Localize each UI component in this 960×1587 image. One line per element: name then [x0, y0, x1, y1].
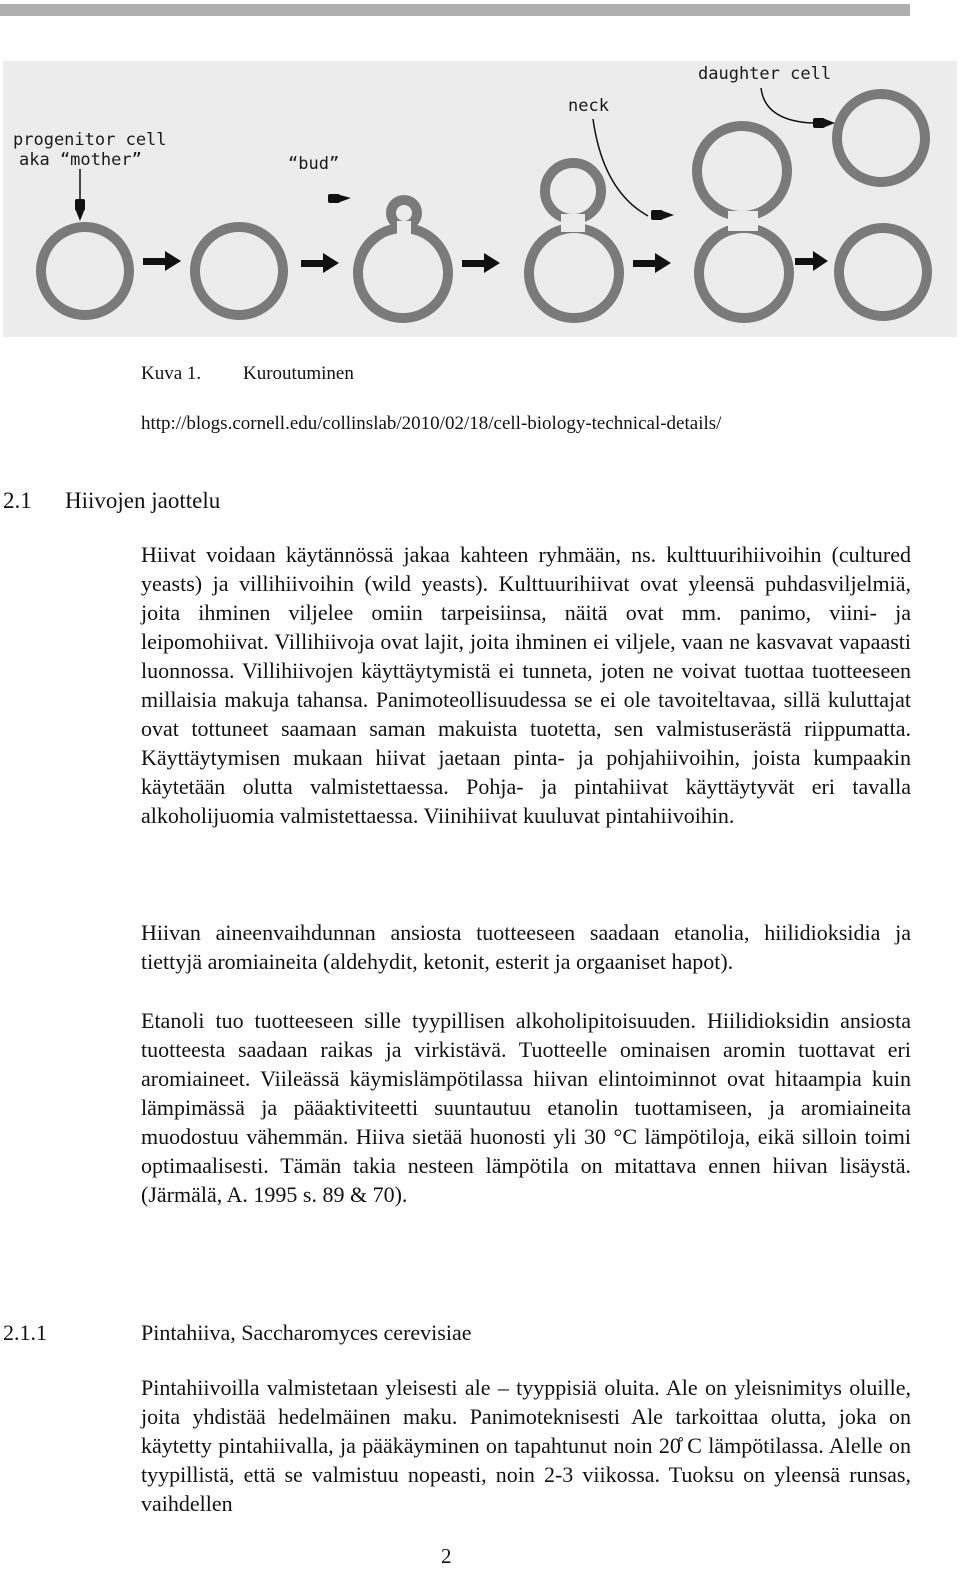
budding-figure: [3, 61, 957, 337]
paragraph-top-fermenting-yeast: Pintahiivoilla valmistetaan yleisesti ale – tyyppisiä oluita. Ale on yleisnimitys oluille, joita yhdistää hedelmäinen maku. Panimoteknisesti Ale tarkoittaa olutta, joka on käytetty pintahiivalla, ja pääkäyminen on tapahtunut noin 20̊ C lämpötilassa. Alelle on tyypillistä, että se valmistuu nopeasti, noin 2-3 viikossa. Tuoksu on yleensä runsas, vaihdellen: [141, 1375, 911, 1516]
mother-cell-2: [195, 227, 283, 315]
mother-cell-4: [529, 228, 619, 318]
paragraph-ethanol: Etanoli tuo tuotteeseen sille tyypillisen alkoholipitoisuuden. Hiilidioksidin ansiosta tuotteesta saadaan raikas ja virkistävä. Tuotteelle ominaisen aromin tuottavat eri aromiaineet. Viileässä käymislämpötilassa hiivan elintoiminnot ovat hitaampia kuin lämpimässä ja pääaktiviteetti suuntautuu etanolin tuottamiseen, ja aromiaineita muodostuu vähemmän. Hiiva sietää huonosti yli 30 °C lämpötiloja, eikä silloin toimi optimaalisesti. Tämän takia nesteen lämpötila on mitattava ennen hiivan lisäystä.(Järmälä, A. 1995 s. 89 & 70).: [141, 1008, 911, 1207]
subsection-heading: [3, 1320, 471, 1346]
budding-diagram: [3, 61, 957, 337]
paragraph-yeast-classification: Hiivat voidaan käytännössä jakaa kahteen ryhmään, ns. kulttuurihiivoihin (cultured yeasts) ja villihiivoihin (wild yeasts). Kulttuurihiivat ovat yleensä puhdasviljelmiä, joita ihminen viljelee omiin tarpeisiinsa, näitä ovat mm. panimo, viini- ja leipomohiivat. Villihiivoja ovat lajit, joita ihminen ei viljele, vaan ne kasvavat vapaasti luonnossa. Villihiivojen käyttäytymistä ei tunneta, joten ne voivat tuottaa tuotteeseen millaisia makuja tahansa. Panimoteollisuudessa se ei ole tavoiteltavaa, sillä kuluttajat ovat tottuneet saamaan saman makuista tuotetta, sen valmistuserästä riippumatta. Käyttäytymisen mukaan hiivat jaetaan pinta- ja pohjahiivoihin, joista kumpaakin käytetään olutta valmistettaessa. Pohja- ja pintahiivat käyttäytyvät eri tavalla alkoholijuomia valmistettaessa. Viinihiivat kuuluvat pintahiivoihin.: [141, 542, 911, 828]
daughter-pointer-line: [761, 88, 813, 123]
section-number: 2.1: [3, 488, 32, 513]
label-progenitor-line1: progenitor cell: [13, 130, 167, 150]
bud-large: [697, 126, 787, 216]
label-progenitor-line2: aka “mother”: [19, 150, 142, 170]
arrow-3: [462, 253, 500, 273]
arrow-2: [301, 253, 339, 273]
label-daughter: daughter cell: [698, 64, 832, 84]
arrow-5: [795, 251, 828, 271]
daughter-cell: [837, 94, 925, 182]
bud-medium: [545, 163, 601, 219]
paragraph-metabolism: Hiivan aineenvaihdunnan ansiosta tuotteeseen saadaan etanolia, hiilidioksidia ja tiettyjä aromiaineita (aldehydit, ketonit, esterit ja orgaaniset hapot).: [141, 920, 911, 974]
page-number: 2: [441, 1544, 452, 1568]
subsection-title: Pintahiiva, Saccharomyces cerevisiae: [141, 1320, 472, 1345]
caption-title: Kuroutuminen: [243, 363, 354, 384]
mother-cell-5: [699, 228, 789, 318]
mother-cell-1: [41, 227, 129, 315]
arrow-1: [143, 251, 181, 271]
mother-cell-6: [839, 228, 927, 316]
subsection-number: 2.1.1: [3, 1320, 47, 1345]
source-url[interactable]: http://blogs.cornell.edu/collinslab/2010/02/18/cell-biology-technical-details/: [141, 413, 722, 434]
label-neck: neck: [568, 96, 609, 116]
top-rule: [0, 4, 910, 16]
section-heading: [3, 488, 220, 514]
figure-caption: [141, 363, 354, 385]
mother-cell-3: [358, 228, 448, 318]
arrow-4: [633, 253, 671, 273]
caption-number: Kuva 1.: [141, 363, 202, 384]
section-title: Hiivojen jaottelu: [65, 488, 221, 513]
label-bud: “bud”: [288, 154, 340, 174]
